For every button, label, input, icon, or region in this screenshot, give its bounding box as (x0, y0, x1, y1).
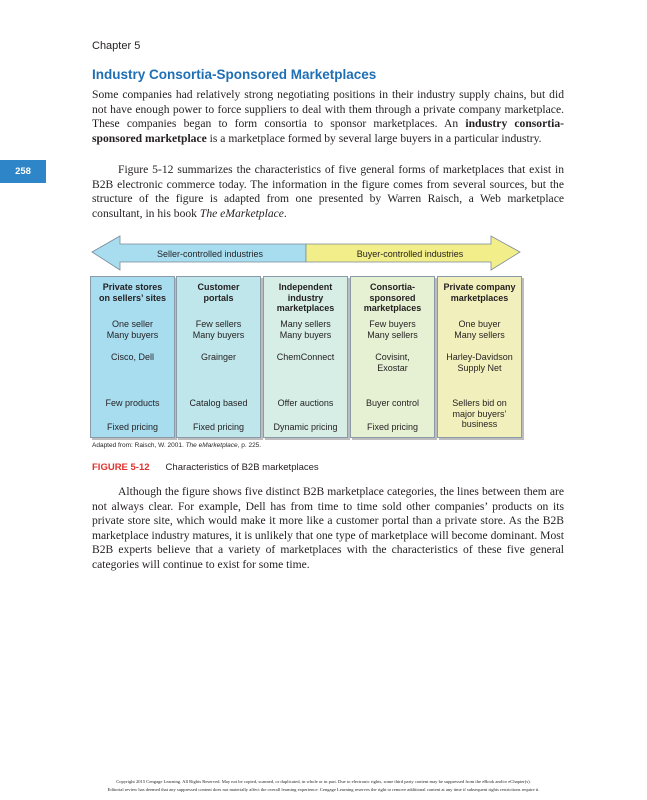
paragraph-1-text-b: is a marketplace formed by several large buyers in a particular industry. (206, 131, 542, 145)
column-example: ChemConnect (276, 352, 335, 362)
paragraph-3: Although the figure shows five distinct B2B marketplace categories, the lines between them are not always clear. For example, Dell has from time to time sold other companies’ products on its private store site, which would make it more like a customer portal than a private store. As the B2B marketplace industry matures, it is unlikely that one type of marketplace will become dominant. Most B2B experts believe that a variety of marketplaces with the characteristics of these five general categories will continue to exist for some time. (92, 485, 564, 571)
figure-b2b-marketplaces (90, 234, 522, 438)
paragraph-1 (92, 88, 564, 146)
column-pricing: Fixed pricing (366, 422, 419, 432)
paragraph-1-text-a: Some companies had relatively strong negotiating positions in their industry supply chains, but did not have enough power to force suppliers to deal with them through a private company marketplace. These companies began to form consortia to sponsor marketplaces. An (92, 88, 564, 131)
column-private-stores (90, 276, 175, 438)
copyright-line-1: Copyright 2015 Cengage Learning. All Rights Reserved. May not be copied, scanned, or duplicated, in whole or in part. Due to electronic rights, some third party content may be suppressed from the eBook and/or eChapter(s). (116, 779, 531, 784)
column-feature: Offer auctions (277, 398, 334, 408)
column-example: Cisco, Dell (110, 352, 154, 362)
paragraph-2-text-a: Figure 5-12 summarizes the characteristics of five general forms of marketplaces that exist in B2B electronic commerce today. The information in the figure comes from several sources, but the structure of the figure is adapted from one presented by Warren Raisch, a Web marketplace consultant, in his book (92, 163, 564, 220)
figure-number: FIGURE 5-12 (92, 462, 150, 473)
column-feature: Few products (105, 398, 160, 408)
column-independent-marketplaces (263, 276, 348, 438)
column-header: Private stores on sellers’ sites (98, 282, 167, 303)
column-feature: Catalog based (189, 398, 248, 408)
section-title: Industry Consortia-Sponsored Marketplaces (92, 67, 377, 82)
column-parties: One buyer Many sellers (454, 319, 505, 340)
column-example: Grainger (200, 352, 236, 362)
column-feature: Buyer control (365, 398, 420, 408)
seller-arrow-label: Seller-controlled industries (156, 249, 264, 259)
buyer-arrow-label: Buyer-controlled industries (356, 249, 464, 259)
column-pricing: Dynamic pricing (273, 422, 338, 432)
figure-source: Adapted from: Raisch, W. 2001. The eMarketplace, p. 225. (92, 442, 262, 449)
column-customer-portals (176, 276, 261, 438)
column-consortia-marketplaces (350, 276, 435, 438)
column-header: Customer portals (197, 282, 240, 303)
paragraph-2-text-b: . (283, 206, 287, 220)
paragraph-2 (92, 163, 564, 221)
column-parties: Many sellers Many buyers (279, 319, 332, 340)
book-title: The eMarketplace (199, 206, 284, 220)
column-parties: Few buyers Many sellers (367, 319, 418, 340)
column-pricing: Fixed pricing (192, 422, 245, 432)
column-example: Harley-Davidson Supply Net (446, 352, 513, 373)
column-header: Private company marketplaces (443, 282, 516, 303)
column-header: Consortia- sponsored marketplaces (363, 282, 422, 313)
column-parties: One seller Many buyers (106, 319, 159, 340)
column-parties: Few sellers Many buyers (192, 319, 245, 340)
column-pricing: Fixed pricing (106, 422, 159, 432)
figure-caption (92, 462, 319, 473)
column-feature: Sellers bid on major buyers’ business (452, 398, 507, 429)
column-private-company-marketplaces (437, 276, 522, 438)
page-number-tab: 258 (0, 160, 46, 183)
figure-caption-text: Characteristics of B2B marketplaces (165, 462, 319, 473)
column-example: Covisint, Exostar (375, 352, 410, 373)
chapter-header: Chapter 5 (92, 40, 141, 52)
column-header: Independent industry marketplaces (276, 282, 335, 313)
copyright-line-2: Editorial review has deemed that any suppressed content does not materially affect the overall learning experience. Cengage Learning reserves the right to remove additional content at any time if subsequent rights restrictions require it. (107, 787, 540, 792)
key-term: industry consortia-sponsored marketplace (92, 117, 564, 145)
